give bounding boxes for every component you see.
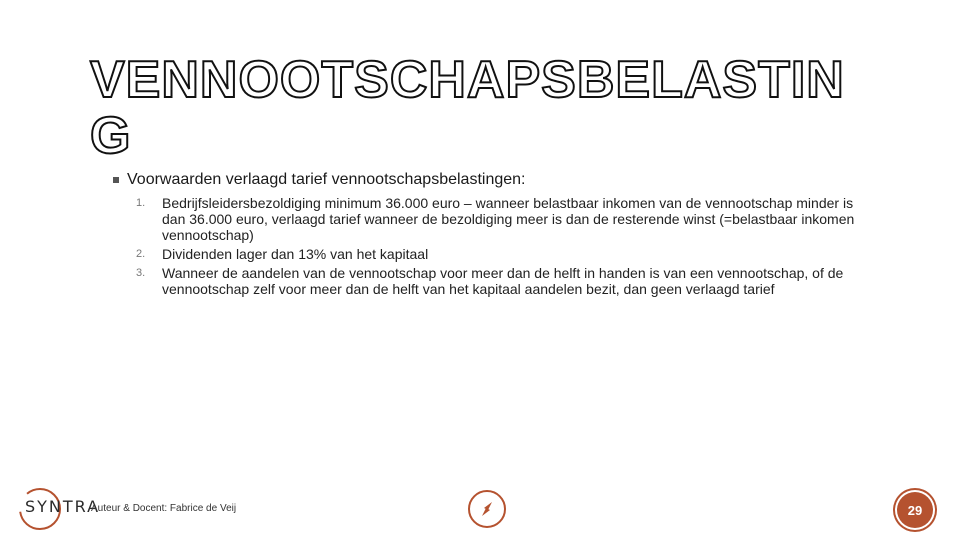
main-bullet	[113, 171, 526, 189]
list-item-text: Bedrijfsleidersbezoldiging minimum 36.000 euro – wanneer belastbaar inkomen van de vennootschap minder is dan 36.000 euro, verlaagd tarief wanneer de bezoldiging meer is dan de resterende winst (=belastbaar inkomen vennootschap)	[162, 195, 855, 243]
compass-needle-icon	[470, 492, 504, 526]
list-item-text: Wanneer de aandelen van de vennootschap voor meer dan de helft in handen is van een vennootschap, of de vennootschap zelf voor meer dan de helft van het kapitaal aandelen bezit, dan geen verlaagd tarief	[162, 265, 844, 297]
footer-author: Auteur & Docent: Fabrice de Veij	[91, 503, 237, 514]
compass-icon	[468, 490, 506, 528]
list-item	[130, 265, 875, 297]
slide-title: VENNOOTSCHAPSBELASTING	[90, 51, 845, 165]
syntra-logo-text: SYNTRA	[25, 497, 101, 516]
list-item-number: 3.	[136, 267, 146, 279]
list-item-text: Dividenden lager dan 13% van het kapitaal	[162, 246, 429, 262]
list-item	[130, 246, 875, 262]
page-number-badge: 29	[897, 492, 933, 528]
list-item-number: 2.	[136, 248, 146, 260]
square-bullet-icon	[113, 177, 119, 183]
list-item-number: 1.	[136, 197, 146, 209]
list-item	[130, 195, 875, 243]
main-bullet-text: Voorwaarden verlaagd tarief vennootschapsbelastingen:	[127, 171, 526, 188]
conditions-list	[130, 195, 875, 300]
